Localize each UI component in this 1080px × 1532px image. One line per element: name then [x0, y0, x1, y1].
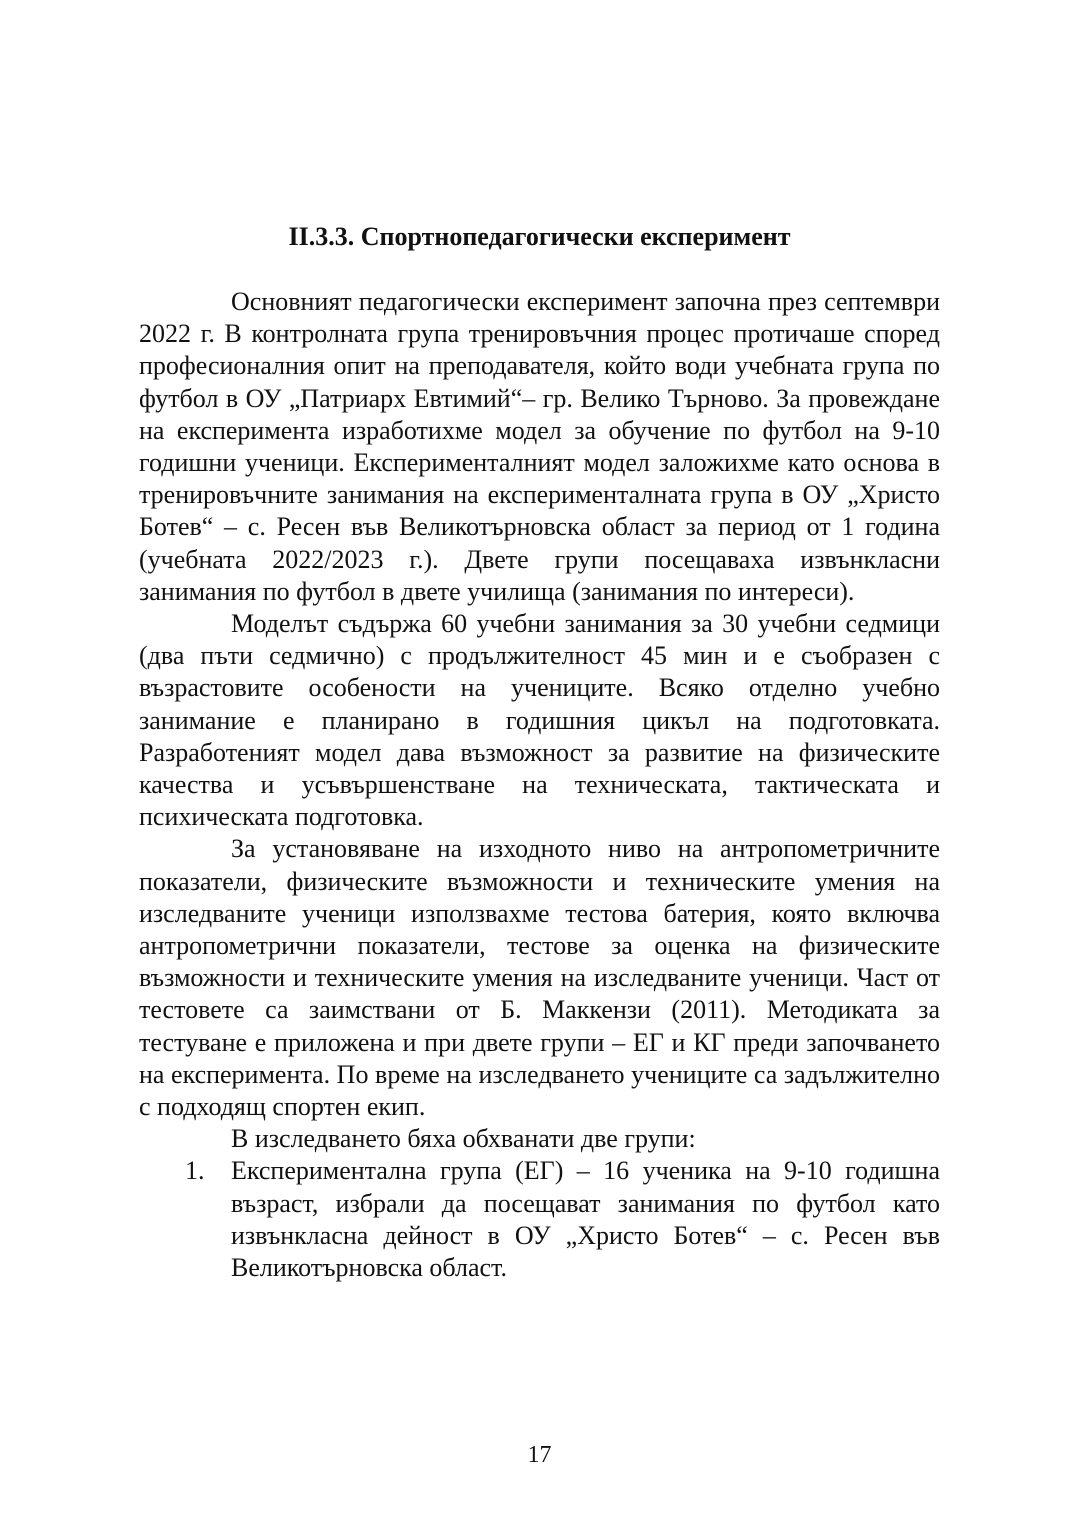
- groups-list: [139, 1155, 940, 1284]
- paragraph-model-description: Моделът съдържа 60 учебни занимания за 30 учебни седмици (два пъти седмично) с продължителност 45 мин и е съобразен с възрастовите особености на учениците. Всяко отделно учебно занимание е планирано в годишния цикъл на подготовката. Разработеният модел дава възможност за развитие на физическите качества и усъвършенстване на техническата, тактическата и психическата подготовка.: [139, 609, 940, 832]
- paragraph-groups-intro: В изследването бяха обхванати две групи:: [231, 1124, 696, 1154]
- document-page: [139, 0, 940, 1532]
- page-number: 17: [527, 1442, 552, 1468]
- body-text: [139, 286, 940, 1284]
- paragraph-test-battery: За установяване на изходното ниво на антропометричните показатели, физическите възможности и техническите умения на изследваните ученици използвахме тестова батерия, която включва антропометрични показатели, тестове за оценка на физическите възможности и техническите умения на изследваните ученици. Част от тестовете са заимствани от Б. Маккензи (2011). Методиката за тестуване е приложена и при двете групи – ЕГ и КГ преди започването на експеримента. По време на изследването учениците са задължително с подходящ спортен екип.: [139, 834, 940, 1122]
- paragraph-experiment-start: Основният педагогически експеримент започна през септември 2022 г. В контролната група тренировъчния процес протичаше според професионалния опит на преподавателя, който води учебната група по футбол в ОУ „Патриарх Евтимий“– гр. Велико Търново. За провеждане на експеримента изработихме модел за обучение по футбол на 9-10 годишни ученици. Експерименталният модел заложихме като основа в тренировъчните занимания на експерименталната група в ОУ „Христо Ботев“ – с. Ресен във Великотърновска област за период от 1 година (учебната 2022/2023 г.). Двете групи посещаваха извънкласни занимания по футбол в двете училища (занимания по интереси).: [139, 287, 940, 606]
- section-heading: II.3.3. Спортнопедагогически експеримент: [288, 222, 791, 251]
- list-item-text: Експериментална група (ЕГ) – 16 ученика на 9-10 годишна възраст, избрали да посещават занимания по футбол като извънкласна дейност в ОУ „Христо Ботев“ – с. Ресен във Великотърновска област.: [231, 1156, 940, 1283]
- list-item-number: 1.: [185, 1156, 205, 1186]
- list-item: [139, 1155, 940, 1284]
